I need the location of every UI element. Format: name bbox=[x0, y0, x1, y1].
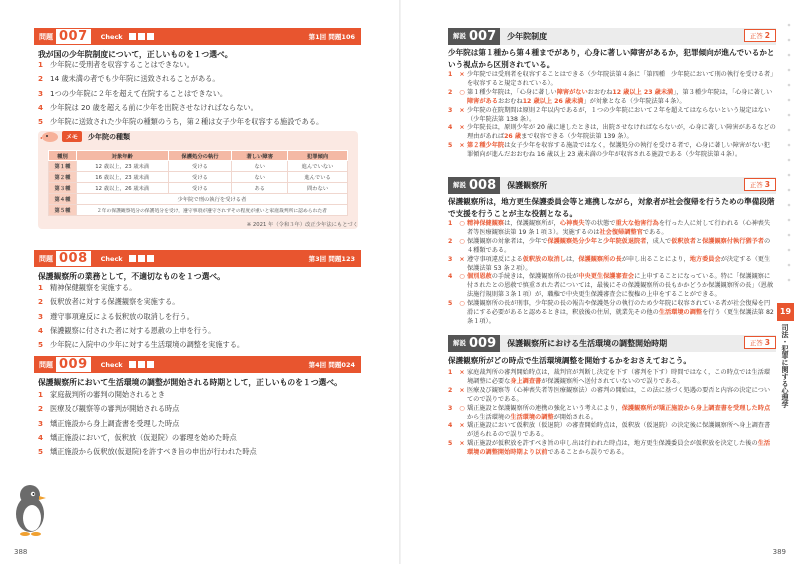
option: 1 精神保健観察を実施する。 bbox=[38, 283, 137, 292]
option: 5 少年院に入院中の少年に対する生活環境の調整を実施する。 bbox=[38, 340, 245, 350]
answer-item: 4 ○ 個別恩赦の手続きは，保護観察所の長が中央更生保護審査会に上申することになっている。特に「保護観察に付されたとの恩赦で慎重された者については，最後にその保護観察所の長もかかどうか保護観察所の長」（恩赦法施行規則第３条１項）が，職権で中央更生保護審査会に復権の上申をすることができる。 bbox=[448, 273, 774, 299]
answer-number: 008 bbox=[469, 177, 500, 194]
check-label: Check bbox=[100, 360, 123, 369]
option: 5 矯正施設から仮釈放(仮退院)を許すべき旨の申出が行われた時点 bbox=[38, 447, 257, 457]
question-number: 009 bbox=[56, 357, 91, 372]
highlight-phrase: 保護観察所が矯正施設から身上調査書を受理した時点 bbox=[621, 404, 771, 412]
highlight-phrase: 12 歳以上 23 歳未満 bbox=[612, 88, 674, 96]
check-box-1[interactable] bbox=[129, 361, 136, 368]
memo-note: ※ 2021 年（令和３年）改正少年法にもとづく bbox=[246, 222, 358, 228]
question-source: 第3回 問題123 bbox=[308, 255, 355, 263]
answer-title: 少年院制度 bbox=[507, 32, 548, 41]
answer-item: 2 × 医療及び観察等（心神喪失者等医療観察法）の審判の開始は，この法に基づく処遇の要否と内容の決定についてので誤りである。 bbox=[448, 386, 771, 403]
answer-item: 3 × 遵守事項違反による仮釈放の取消しは，保護観察所の長が申し出ることにより，地方委員会が決定する（更生保護法第 53 条２項）。 bbox=[448, 255, 771, 272]
option: 3 1つの少年院に２年を超えて在院することはできない。 bbox=[38, 88, 228, 98]
answer-item: 1 × 少年院では受刑者を収容することはできる（少年院法第４条に「第四種 少年院において刑の執行を受ける者」を収容すると規定されている）。 bbox=[448, 71, 774, 87]
question-source: 第1回 問題106 bbox=[308, 33, 355, 41]
highlight-phrase: 障害がある bbox=[467, 97, 498, 105]
answer-item: 5 × 第２種少年院は女子少年を収容する施設ではなく，保護処分の執行を受ける者で，心身に著しい障害がない犯罪傾向が進んだおおむね 16 歳以上 23 歳未満の少年が収容される施設である（少年院法第４条）。 bbox=[448, 142, 770, 159]
check-label: Check bbox=[100, 254, 123, 263]
check-box-3[interactable] bbox=[147, 33, 154, 40]
answer-item: 5 × 矯正施設が仮釈放を許すべき旨の申し出は行われた時点は，地方更生保護委員会が仮釈放を決定した後の生活環境の調整開始時期より以前であることから誤りである。 bbox=[448, 440, 771, 457]
decorative-dots bbox=[786, 20, 792, 290]
bird-memo-icon bbox=[40, 129, 60, 143]
question-source: 第4回 問題024 bbox=[308, 361, 355, 369]
highlight-phrase: 精神保健観察 bbox=[467, 220, 505, 227]
question-number: 008 bbox=[56, 251, 91, 266]
table-header-row: 種別 対象年齢 保護処分の執行 著しい障害 犯罪傾向 bbox=[49, 151, 348, 161]
check-box-2[interactable] bbox=[138, 361, 145, 368]
highlight-phrase: 生活環境の調整 bbox=[510, 413, 554, 421]
answer-item: 4 × 矯正施設において仮釈放（仮退院）の審査開始時点は，仮釈放（仮退院）の決定後に保護観察所へ身上調査書が送られるので誤りである。 bbox=[448, 422, 771, 439]
answer-number: 009 bbox=[469, 335, 500, 352]
answer-item: 3 × 少年院の在院期間は原則２年以内であるが，１つの少年院において２年を超えてはならないという規定はない（少年院法第 138 条）。 bbox=[448, 106, 771, 123]
question-text-009: 保護観察所において生活環境の調整が開始される時期として，正しいものを１つ選べ。 bbox=[38, 378, 342, 387]
page-number-left: 388 bbox=[14, 548, 28, 556]
highlight-phrase: 第２種少年院 bbox=[467, 142, 505, 150]
memo-title: 少年院の種類 bbox=[88, 132, 131, 141]
options-007 bbox=[38, 58, 323, 129]
highlight-phrase: 地方委員会 bbox=[689, 255, 721, 263]
highlight-phrase: 身上調査書 bbox=[510, 377, 542, 385]
highlight-phrase: 仮釈放者 bbox=[671, 237, 696, 245]
option: 2 医療及び観察等の審判が開始される時点 bbox=[38, 404, 180, 414]
options-008 bbox=[38, 281, 244, 352]
highlight-phrase: 中央更生保護審査会 bbox=[578, 273, 635, 281]
option: 4 少年院は 20 歳を超える前に少年を出院させなければならない。 bbox=[38, 102, 258, 112]
option: 3 矯正施設から身上調査書を受理した時点 bbox=[38, 418, 180, 428]
table-row: 第４種 少年院で刑の執行を受ける者 bbox=[49, 194, 348, 205]
highlight-phrase: 保護観察付執行猶予者 bbox=[702, 237, 764, 245]
correct-answer-badge: 正答 3 bbox=[744, 336, 776, 349]
answer-item: 3 ○ 矯正施設と保護観察所の連携の強化という考えにより，保護観察所が矯正施設から身上調査書を受理した時点から生活環境の生活環境の調整が開始される。 bbox=[448, 404, 771, 421]
memo-table bbox=[48, 150, 348, 216]
check-label: Check bbox=[100, 32, 123, 41]
answer-items-009 bbox=[448, 369, 776, 458]
answer-lead-007: 少年院は第１種から第４種までがあり，心身に著しい障害があるか，犯罪傾向が進んでいるかという視点から区別されている。 bbox=[448, 48, 775, 69]
question-number: 007 bbox=[56, 29, 91, 44]
memo-header bbox=[62, 131, 130, 142]
page-number-right: 389 bbox=[772, 548, 786, 556]
check-box-3[interactable] bbox=[147, 361, 154, 368]
question-label: 問題 bbox=[39, 254, 53, 263]
check-box-1[interactable] bbox=[129, 255, 136, 262]
answer-items-008 bbox=[448, 220, 776, 327]
highlight-phrase: 保護観察所の長 bbox=[578, 255, 622, 263]
answer-lead-009: 保護観察所がどの時点で生活環境調整を開始するかをおさえておこう。 bbox=[448, 356, 691, 365]
highlight-phrase: 仮釈放の取消し bbox=[522, 255, 566, 263]
check-box-2[interactable] bbox=[138, 33, 145, 40]
options-009 bbox=[38, 388, 257, 459]
highlight-phrase: 重大な他害行為 bbox=[615, 220, 659, 227]
right-page bbox=[400, 0, 800, 564]
question-header-007 bbox=[34, 28, 361, 45]
chapter-tab[interactable]: 19 bbox=[777, 303, 794, 321]
answer-label: 解説 bbox=[448, 28, 469, 45]
option: 2 仮釈放者に対する保護観察を実施する。 bbox=[38, 297, 180, 307]
answer-header-008 bbox=[448, 177, 776, 194]
highlight-phrase: 個別恩赦 bbox=[467, 273, 492, 281]
penguin-mascot-icon bbox=[8, 478, 54, 538]
check-box-1[interactable] bbox=[129, 33, 136, 40]
answer-items-007 bbox=[448, 71, 776, 160]
option: 1 少年院に受刑者を収容することはできない。 bbox=[38, 60, 194, 69]
option: 2 14 歳未満の者でも少年院に送致されることがある。 bbox=[38, 74, 220, 84]
option: 5 少年院に送致された少年院の種類のうち，第２種は女子少年を収容する施設である。 bbox=[38, 117, 324, 127]
answer-item: 2 ○ 保護観察の対象者は，少年で保護観察処分少年と少年院仮退院者，成人で仮釈放者と保護観察付執行猶予者の４種類である。 bbox=[448, 237, 771, 254]
correct-answer-badge: 正答 3 bbox=[744, 178, 776, 191]
question-header-009 bbox=[34, 356, 361, 373]
answer-item: 5 ○ 保護観察所の長が刑事，少年院の長の報告や保護処分の執行のため少年院に収容されている者が社会復帰を円滑にする必要があると認めるときは，釈放後の住居，就業先その他の生活環境の調整を行う（更生保護法第 82 条１項）。 bbox=[448, 300, 774, 325]
answer-label: 解説 bbox=[448, 335, 469, 352]
option: 3 遵守事項違反による仮釈放の取消しを行う。 bbox=[38, 311, 194, 321]
answer-title: 保護観察所 bbox=[507, 181, 548, 190]
question-label: 問題 bbox=[39, 32, 53, 41]
answer-item: 1 × 家庭裁判所の審判開始時点は，裁判官が判断し決定を下す（審判を下す）時間ではなく，この時点では生活環境調整に必要な身上調査書が保護観察所へ送付されていないので誤りである。 bbox=[448, 369, 771, 385]
correct-answer-badge: 正答 2 bbox=[744, 29, 776, 42]
answer-item: 2 ○ 第１種少年院は，「心身に著しい障害がないおおむね12 歳以上 23 歳未満」，第３種少年院は，「心身に著しい障害があるおおむね12 歳以上 26 歳未満」が対象となる（少年院法第４条）。 bbox=[448, 88, 773, 105]
highlight-phrase: 26 歳 bbox=[504, 133, 522, 141]
memo-badge: メモ bbox=[62, 131, 82, 142]
highlight-phrase: 生活環境の調整開始時期より以前 bbox=[467, 440, 771, 457]
chapter-label: 司法・犯罪に関する心理学 bbox=[781, 324, 789, 408]
table-row: 第３種 12 歳以上，26 歳未満 受ける ある 問わない bbox=[49, 183, 348, 194]
table-row: 第５種 ２年の保護観察処分の保護処分を受け，遵守事項が遵守されずその程度が重いと家庭裁判所に認められた者 bbox=[49, 205, 348, 216]
option: 1 家庭裁判所の審判の開始されるとき bbox=[38, 390, 166, 399]
answer-item: 4 × 少年院長は，原則少年が 20 歳に達したときは，出院させなければならないが，心身に著しい障害があるなどの理由があれば26 歳まで収容できる（少年院法第 139 条）。 bbox=[448, 124, 776, 141]
question-header-008 bbox=[34, 250, 361, 267]
question-label: 問題 bbox=[39, 360, 53, 369]
answer-title: 保護観察所における生活環境の調整開始時期 bbox=[507, 339, 668, 348]
answer-label: 解説 bbox=[448, 177, 469, 194]
highlight-phrase: 障害がない bbox=[556, 88, 588, 96]
question-text-007: 我が国の少年院制度について，正しいものを１つ選べ。 bbox=[38, 50, 233, 59]
table-row: 第１種 12 歳以上，23 歳未満 受ける ない 進んでいない bbox=[49, 161, 348, 172]
check-box-2[interactable] bbox=[138, 255, 145, 262]
table-row: 第２種 16 歳以上，23 歳未満 受ける ない 進んでいる bbox=[49, 172, 348, 183]
answer-lead-008: 保護観察所は，地方更生保護委員会等と連携しながら，対象者が社会復帰を行うための準備段階で支援を行うことが主な役割となる。 bbox=[448, 197, 775, 218]
option: 4 保護観察に付された者に対する恩赦の上申を行う。 bbox=[38, 325, 216, 335]
check-box-3[interactable] bbox=[147, 255, 154, 262]
highlight-phrase: 保護観察処分少年 bbox=[547, 237, 597, 245]
answer-number: 007 bbox=[469, 28, 500, 45]
highlight-phrase: 生活環境の調整 bbox=[658, 309, 703, 317]
answer-item: 1 ○ 精神保健観察は，保護観察所が，心神喪失等の状態で重大な他害行為を行った人に対して行われる（心神喪失者等医療観察法第 19 条１項３）。実施するのは社会復帰調整官である。 bbox=[448, 220, 771, 236]
highlight-phrase: 12 歳以上 26 歳未満 bbox=[522, 97, 584, 105]
question-text-008: 保護観察所の業務として，不適切なものを１つ選べ。 bbox=[38, 272, 225, 281]
highlight-phrase: 心神喪失 bbox=[559, 220, 585, 227]
highlight-phrase: 少年院仮退院者 bbox=[603, 237, 647, 245]
option: 4 矯正施設において，仮釈放（仮退院）の審理を始めた時点 bbox=[38, 432, 237, 442]
answer-header-009 bbox=[448, 335, 776, 352]
highlight-phrase: 社会復帰調整官 bbox=[599, 228, 643, 236]
answer-header-007 bbox=[448, 28, 776, 45]
